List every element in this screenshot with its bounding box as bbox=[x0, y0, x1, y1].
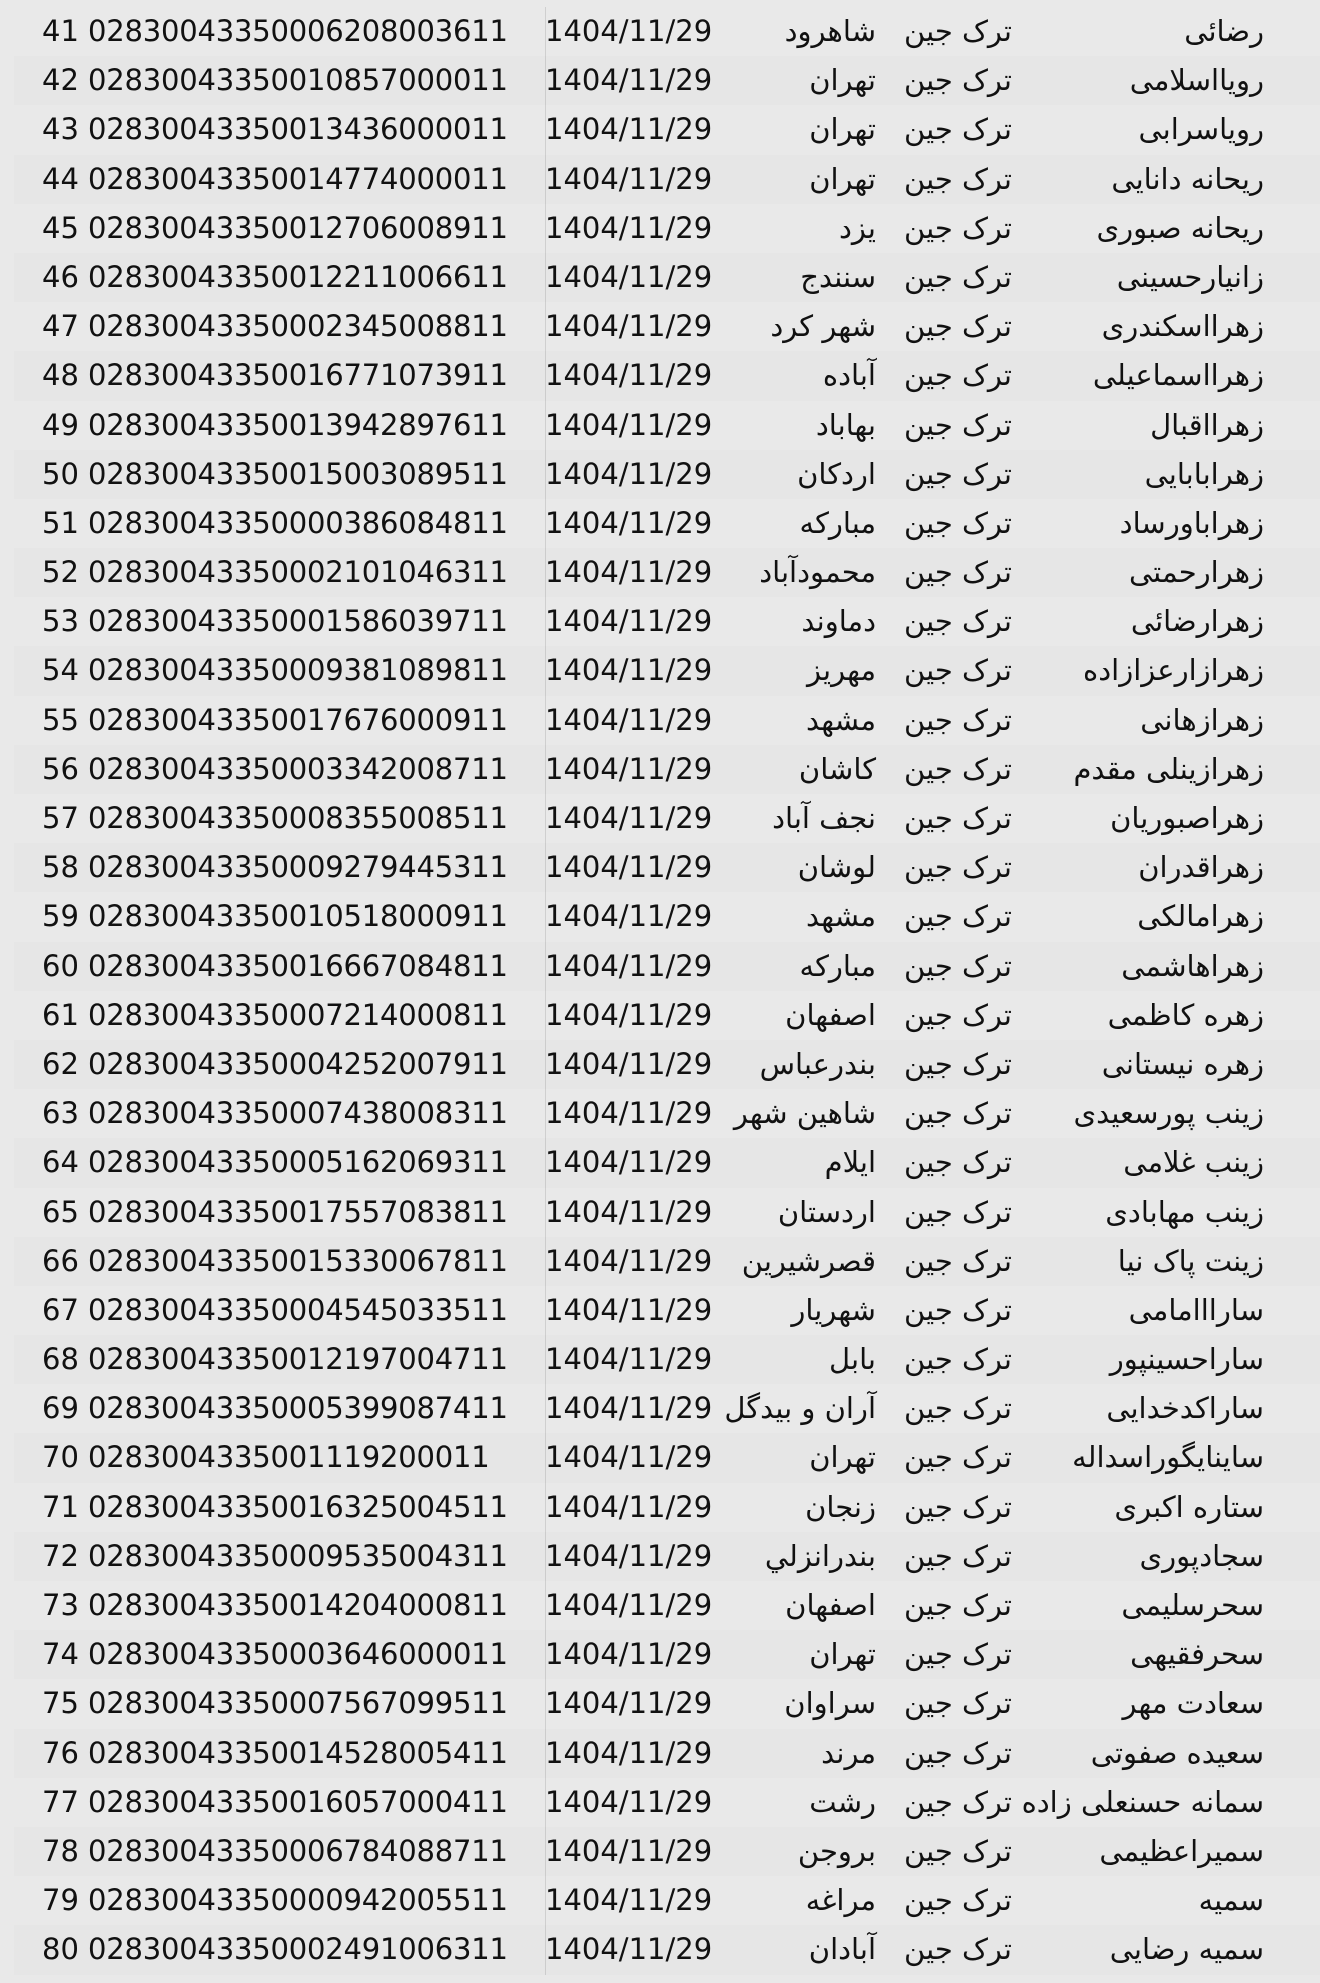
person-name: زهرازینلی مقدم bbox=[1073, 751, 1264, 786]
issue-date: 1404/11/29 bbox=[545, 1686, 713, 1721]
city-name: تهران bbox=[809, 1637, 876, 1672]
course-name: ترک جین bbox=[904, 1440, 1012, 1475]
certificate-code: 02830043350009381089811 bbox=[88, 653, 508, 688]
row-number: 47 bbox=[42, 309, 79, 344]
person-name: زهرااسکندری bbox=[1101, 309, 1264, 344]
row-number: 53 bbox=[42, 604, 79, 639]
person-name: سمیراعظیمی bbox=[1099, 1833, 1264, 1868]
course-name: ترک جین bbox=[904, 1145, 1012, 1180]
city-name: بندرانزلي bbox=[764, 1538, 876, 1573]
table-row bbox=[14, 892, 1320, 941]
city-name: قصرشیرین bbox=[741, 1243, 876, 1278]
issue-date: 1404/11/29 bbox=[545, 259, 713, 294]
issue-date: 1404/11/29 bbox=[545, 309, 713, 344]
city-name: محمودآباد bbox=[759, 555, 876, 590]
course-name: ترک جین bbox=[904, 259, 1012, 294]
issue-date: 1404/11/29 bbox=[545, 1588, 713, 1622]
issue-date: 1404/11/29 bbox=[545, 1243, 713, 1278]
table-row bbox=[14, 1581, 1320, 1630]
certificate-code: 02830043350010518000911 bbox=[88, 899, 508, 934]
course-name: ترک جین bbox=[904, 505, 1012, 540]
person-name: زهراهاشمی bbox=[1121, 948, 1264, 983]
issue-date: 1404/11/29 bbox=[545, 1637, 713, 1672]
city-name: شاهین شهر bbox=[733, 1096, 876, 1131]
course-name: ترک جین bbox=[904, 1833, 1012, 1868]
course-name: ترک جین bbox=[904, 899, 1012, 934]
city-name: آران و بیدگل bbox=[724, 1391, 876, 1426]
city-name: زنجان bbox=[805, 1489, 876, 1524]
city-name: مشهد bbox=[806, 899, 876, 934]
city-name: تهران bbox=[809, 1440, 876, 1475]
course-name: ترک جین bbox=[904, 1883, 1012, 1918]
certificate-code: 02830043350002491006311 bbox=[88, 1932, 508, 1967]
table-row bbox=[14, 1286, 1320, 1335]
table-row bbox=[14, 843, 1320, 892]
person-name: ساراحسینپور bbox=[1109, 1342, 1264, 1377]
issue-date: 1404/11/29 bbox=[545, 456, 713, 491]
city-name: مشهد bbox=[806, 702, 876, 737]
city-name: مبارکه bbox=[799, 948, 876, 983]
table-row bbox=[14, 1335, 1320, 1384]
city-name: مهریز bbox=[807, 653, 876, 688]
table-row bbox=[14, 450, 1320, 499]
course-name: ترک جین bbox=[904, 997, 1012, 1032]
issue-date: 1404/11/29 bbox=[545, 1391, 713, 1426]
issue-date: 1404/11/29 bbox=[545, 1833, 713, 1868]
issue-date: 1404/11/29 bbox=[545, 948, 713, 983]
table-row bbox=[14, 942, 1320, 991]
row-number: 69 bbox=[42, 1391, 79, 1426]
person-name: زینب غلامی bbox=[1123, 1145, 1264, 1180]
person-name: زهرابابایی bbox=[1144, 456, 1264, 491]
row-number: 77 bbox=[42, 1784, 79, 1819]
course-name: ترک جین bbox=[904, 210, 1012, 245]
row-number: 67 bbox=[42, 1292, 79, 1327]
certificate-code: 02830043350003342008711 bbox=[88, 751, 508, 786]
row-number: 44 bbox=[42, 161, 79, 196]
issue-date: 1404/11/29 bbox=[545, 161, 713, 196]
table-row bbox=[14, 253, 1320, 302]
city-name: بهاباد bbox=[815, 407, 876, 442]
person-name: زهرازهانی bbox=[1140, 702, 1264, 737]
course-name: ترک جین bbox=[904, 358, 1012, 393]
row-number: 50 bbox=[42, 456, 79, 491]
course-name: ترک جین bbox=[904, 604, 1012, 639]
course-name: ترک جین bbox=[904, 456, 1012, 491]
city-name: دماوند bbox=[801, 604, 876, 639]
issue-date: 1404/11/29 bbox=[545, 1735, 713, 1770]
person-name: زینت پاک نیا bbox=[1117, 1243, 1264, 1278]
issue-date: 1404/11/29 bbox=[545, 210, 713, 245]
issue-date: 1404/11/29 bbox=[545, 899, 713, 934]
table-row bbox=[14, 1729, 1320, 1778]
row-number: 61 bbox=[42, 997, 79, 1032]
certificate-code: 02830043350004545033511 bbox=[88, 1292, 508, 1327]
table-body bbox=[14, 7, 1320, 1975]
person-name: ساراکدخدایی bbox=[1106, 1391, 1264, 1426]
course-name: ترک جین bbox=[904, 1637, 1012, 1672]
row-number: 63 bbox=[42, 1096, 79, 1131]
row-number: 79 bbox=[42, 1883, 79, 1918]
certificate-code: 02830043350015330067811 bbox=[88, 1243, 508, 1278]
issue-date: 1404/11/29 bbox=[545, 407, 713, 442]
issue-date: 1404/11/29 bbox=[545, 702, 713, 737]
city-name: آباده bbox=[822, 358, 876, 393]
row-number: 72 bbox=[42, 1538, 79, 1573]
row-number: 52 bbox=[42, 555, 79, 590]
certificate-code: 02830043350012211006611 bbox=[88, 259, 508, 294]
certificate-code: 02830043350000386084811 bbox=[88, 505, 508, 540]
row-number: 43 bbox=[42, 112, 79, 147]
certificate-code: 02830043350009279445311 bbox=[88, 850, 508, 885]
certificate-code: 02830043350008355008511 bbox=[88, 801, 508, 835]
course-name: ترک جین bbox=[904, 1686, 1012, 1721]
person-name: سحرسلیمی bbox=[1121, 1588, 1264, 1622]
person-name: زهره نیستانی bbox=[1101, 1046, 1264, 1081]
course-name: ترک جین bbox=[904, 1243, 1012, 1278]
row-number: 54 bbox=[42, 653, 79, 688]
certificate-code: 02830043350002101046311 bbox=[88, 555, 508, 590]
table-row bbox=[14, 991, 1320, 1040]
certificate-code: 02830043350016667084811 bbox=[88, 948, 508, 983]
course-name: ترک جین bbox=[904, 309, 1012, 344]
table-row bbox=[14, 351, 1320, 400]
course-name: ترک جین bbox=[904, 14, 1012, 48]
course-name: ترک جین bbox=[904, 1489, 1012, 1524]
person-name: رضائی bbox=[1184, 14, 1264, 48]
certificate-code: 02830043350014528005411 bbox=[88, 1735, 508, 1770]
certificate-code: 02830043350010857000011 bbox=[88, 63, 508, 98]
issue-date: 1404/11/29 bbox=[545, 14, 713, 48]
issue-date: 1404/11/29 bbox=[545, 1538, 713, 1573]
issue-date: 1404/11/29 bbox=[545, 505, 713, 540]
city-name: سنندج bbox=[800, 259, 876, 294]
certificate-code: 02830043350009535004311 bbox=[88, 1538, 508, 1573]
person-name: زهرارحمتی bbox=[1129, 555, 1264, 590]
table-row bbox=[14, 696, 1320, 745]
certificate-code: 02830043350013436000011 bbox=[88, 112, 508, 147]
issue-date: 1404/11/29 bbox=[545, 1784, 713, 1819]
issue-date: 1404/11/29 bbox=[545, 850, 713, 885]
issue-date: 1404/11/29 bbox=[545, 1096, 713, 1131]
certificate-code: 02830043350016771073911 bbox=[88, 358, 508, 393]
table-row bbox=[14, 1040, 1320, 1089]
course-name: ترک جین bbox=[904, 112, 1012, 147]
person-name: سعادت مهر bbox=[1122, 1686, 1264, 1721]
row-number: 42 bbox=[42, 63, 79, 98]
certificate-code: 02830043350017557083811 bbox=[88, 1194, 508, 1229]
row-number: 62 bbox=[42, 1046, 79, 1081]
row-number: 78 bbox=[42, 1833, 79, 1868]
city-name: سراوان bbox=[784, 1686, 876, 1721]
table-row bbox=[14, 745, 1320, 794]
course-name: ترک جین bbox=[904, 1292, 1012, 1327]
certificate-code: 02830043350005399087411 bbox=[88, 1391, 508, 1426]
row-number: 75 bbox=[42, 1686, 79, 1721]
course-name: ترک جین bbox=[904, 161, 1012, 196]
person-name: رویااسلامی bbox=[1129, 63, 1264, 98]
person-name: ریحانه صبوری bbox=[1096, 210, 1264, 245]
row-number: 70 bbox=[42, 1440, 79, 1475]
issue-date: 1404/11/29 bbox=[545, 1342, 713, 1377]
row-number: 48 bbox=[42, 358, 79, 393]
person-name: سمیه bbox=[1198, 1883, 1264, 1918]
city-name: تهران bbox=[809, 161, 876, 196]
issue-date: 1404/11/29 bbox=[545, 358, 713, 393]
issue-date: 1404/11/29 bbox=[545, 1145, 713, 1180]
certificate-code: 02830043350007438008311 bbox=[88, 1096, 508, 1131]
course-name: ترک جین bbox=[904, 1538, 1012, 1573]
table-row bbox=[14, 1188, 1320, 1237]
city-name: اردکان bbox=[797, 456, 876, 491]
issue-date: 1404/11/29 bbox=[545, 112, 713, 147]
course-name: ترک جین bbox=[904, 63, 1012, 98]
table-row bbox=[14, 499, 1320, 548]
row-number: 45 bbox=[42, 210, 79, 245]
certificate-table bbox=[14, 7, 1320, 1975]
row-number: 46 bbox=[42, 259, 79, 294]
issue-date: 1404/11/29 bbox=[545, 1046, 713, 1081]
city-name: شهر کرد bbox=[770, 309, 876, 344]
certificate-code: 02830043350016325004511 bbox=[88, 1489, 508, 1524]
table-row bbox=[14, 1138, 1320, 1187]
table-row bbox=[14, 597, 1320, 646]
certificate-code: 02830043350000942005511 bbox=[88, 1883, 508, 1918]
row-number: 60 bbox=[42, 948, 79, 983]
table-row bbox=[14, 1876, 1320, 1925]
certificate-code: 02830043350007214000811 bbox=[88, 997, 508, 1032]
row-number: 73 bbox=[42, 1588, 79, 1622]
person-name: سمانه حسنعلی زاده bbox=[1021, 1784, 1264, 1819]
person-name: زینب پورسعیدی bbox=[1073, 1096, 1264, 1131]
table-row bbox=[14, 1433, 1320, 1482]
person-name: زهرازارعزازاده bbox=[1083, 653, 1264, 688]
issue-date: 1404/11/29 bbox=[545, 1194, 713, 1229]
row-number: 57 bbox=[42, 801, 79, 835]
course-name: ترک جین bbox=[904, 801, 1012, 835]
city-name: بابل bbox=[829, 1342, 876, 1377]
city-name: شاهرود bbox=[784, 14, 876, 48]
certificate-code: 02830043350004252007911 bbox=[88, 1046, 508, 1081]
course-name: ترک جین bbox=[904, 653, 1012, 688]
city-name: اصفهان bbox=[785, 1588, 876, 1622]
issue-date: 1404/11/29 bbox=[545, 555, 713, 590]
course-name: ترک جین bbox=[904, 1391, 1012, 1426]
city-name: اردستان bbox=[777, 1194, 876, 1229]
issue-date: 1404/11/29 bbox=[545, 801, 713, 835]
table-row bbox=[14, 1679, 1320, 1728]
certificate-code: 02830043350017676000911 bbox=[88, 702, 508, 737]
course-name: ترک جین bbox=[904, 850, 1012, 885]
table-row bbox=[14, 302, 1320, 351]
issue-date: 1404/11/29 bbox=[545, 653, 713, 688]
issue-date: 1404/11/29 bbox=[545, 1489, 713, 1524]
table-row bbox=[14, 1630, 1320, 1679]
certificate-code: 02830043350015003089511 bbox=[88, 456, 508, 491]
row-number: 76 bbox=[42, 1735, 79, 1770]
city-name: اصفهان bbox=[785, 997, 876, 1032]
table-row bbox=[14, 1778, 1320, 1827]
table-row bbox=[14, 401, 1320, 450]
course-name: ترک جین bbox=[904, 1932, 1012, 1967]
person-name: زهرارضائی bbox=[1130, 604, 1264, 639]
person-name: سمیه رضایی bbox=[1109, 1932, 1264, 1967]
table-row bbox=[14, 646, 1320, 695]
table-row bbox=[14, 7, 1320, 56]
table-row bbox=[14, 548, 1320, 597]
table-row bbox=[14, 1089, 1320, 1138]
person-name: زینب مهابادی bbox=[1105, 1194, 1264, 1229]
person-name: سحرفقیهی bbox=[1130, 1637, 1264, 1672]
city-name: یزد bbox=[839, 210, 876, 245]
course-name: ترک جین bbox=[904, 1342, 1012, 1377]
person-name: زهرامالکی bbox=[1137, 899, 1264, 934]
certificate-code: 0283004335001119200011 bbox=[88, 1440, 490, 1475]
table-row bbox=[14, 1827, 1320, 1876]
row-number: 51 bbox=[42, 505, 79, 540]
person-name: سارااامامی bbox=[1128, 1292, 1264, 1327]
certificate-code: 02830043350012706008911 bbox=[88, 210, 508, 245]
certificate-code: 02830043350007567099511 bbox=[88, 1686, 508, 1721]
city-name: لوشان bbox=[797, 850, 876, 885]
course-name: ترک جین bbox=[904, 702, 1012, 737]
row-number: 66 bbox=[42, 1243, 79, 1278]
city-name: تهران bbox=[809, 112, 876, 147]
row-number: 58 bbox=[42, 850, 79, 885]
city-name: مراغه bbox=[805, 1883, 876, 1918]
city-name: کاشان bbox=[798, 751, 876, 786]
certificate-code: 02830043350001586039711 bbox=[88, 604, 508, 639]
row-number: 65 bbox=[42, 1194, 79, 1229]
course-name: ترک جین bbox=[904, 751, 1012, 786]
row-number: 41 bbox=[42, 14, 79, 48]
course-name: ترک جین bbox=[904, 555, 1012, 590]
course-name: ترک جین bbox=[904, 1194, 1012, 1229]
person-name: سعیده صفوتی bbox=[1090, 1735, 1264, 1770]
table-row bbox=[14, 1483, 1320, 1532]
course-name: ترک جین bbox=[904, 1735, 1012, 1770]
row-number: 64 bbox=[42, 1145, 79, 1180]
issue-date: 1404/11/29 bbox=[545, 1440, 713, 1475]
city-name: ایلام bbox=[824, 1145, 876, 1180]
issue-date: 1404/11/29 bbox=[545, 604, 713, 639]
certificate-code: 02830043350006208003611 bbox=[88, 14, 508, 48]
person-name: زهرااسماعیلی bbox=[1092, 358, 1264, 393]
person-name: ساینایگوراسداله bbox=[1072, 1440, 1264, 1475]
row-number: 71 bbox=[42, 1489, 79, 1524]
table-row bbox=[14, 1925, 1320, 1974]
table-row bbox=[14, 155, 1320, 204]
issue-date: 1404/11/29 bbox=[545, 1883, 713, 1918]
person-name: زهره کاظمی bbox=[1107, 997, 1264, 1032]
certificate-code: 02830043350014774000011 bbox=[88, 161, 508, 196]
person-name: زهراباورساد bbox=[1119, 505, 1264, 540]
issue-date: 1404/11/29 bbox=[545, 997, 713, 1032]
certificate-code: 02830043350016057000411 bbox=[88, 1784, 508, 1819]
course-name: ترک جین bbox=[904, 1096, 1012, 1131]
course-name: ترک جین bbox=[904, 948, 1012, 983]
issue-date: 1404/11/29 bbox=[545, 1292, 713, 1327]
certificate-code: 02830043350006784088711 bbox=[88, 1833, 508, 1868]
city-name: مبارکه bbox=[799, 505, 876, 540]
table-row bbox=[14, 204, 1320, 253]
table-row bbox=[14, 1384, 1320, 1433]
person-name: زهراقدران bbox=[1138, 850, 1264, 885]
table-row bbox=[14, 105, 1320, 154]
course-name: ترک جین bbox=[904, 1046, 1012, 1081]
person-name: زهراصبوریان bbox=[1110, 801, 1264, 835]
person-name: ستاره اکبری bbox=[1114, 1489, 1264, 1524]
row-number: 68 bbox=[42, 1342, 79, 1377]
person-name: زهرااقبال bbox=[1150, 407, 1264, 442]
city-name: بندرعباس bbox=[759, 1046, 876, 1081]
certificate-code: 02830043350012197004711 bbox=[88, 1342, 508, 1377]
row-number: 55 bbox=[42, 702, 79, 737]
row-number: 80 bbox=[42, 1932, 79, 1967]
row-number: 49 bbox=[42, 407, 79, 442]
person-name: رویاسرابی bbox=[1138, 112, 1264, 147]
person-name: زانیارحسینی bbox=[1116, 259, 1264, 294]
certificate-code: 02830043350005162069311 bbox=[88, 1145, 508, 1180]
city-name: رشت bbox=[809, 1784, 876, 1819]
table-row bbox=[14, 1237, 1320, 1286]
city-name: بروجن bbox=[797, 1833, 876, 1868]
city-name: تهران bbox=[809, 63, 876, 98]
course-name: ترک جین bbox=[904, 1588, 1012, 1622]
person-name: سجادپوری bbox=[1139, 1538, 1264, 1573]
issue-date: 1404/11/29 bbox=[545, 751, 713, 786]
certificate-code: 02830043350002345008811 bbox=[88, 309, 508, 344]
row-number: 56 bbox=[42, 751, 79, 786]
certificate-code: 02830043350014204000811 bbox=[88, 1588, 508, 1622]
table-row bbox=[14, 1532, 1320, 1581]
issue-date: 1404/11/29 bbox=[545, 63, 713, 98]
table-row bbox=[14, 56, 1320, 105]
course-name: ترک جین bbox=[904, 407, 1012, 442]
person-name: ریحانه دانایی bbox=[1111, 161, 1264, 196]
city-name: مرند bbox=[821, 1735, 876, 1770]
certificate-code: 02830043350003646000011 bbox=[88, 1637, 508, 1672]
certificate-code: 02830043350013942897611 bbox=[88, 407, 508, 442]
row-number: 59 bbox=[42, 899, 79, 934]
table-row bbox=[14, 794, 1320, 843]
city-name: شهریار bbox=[791, 1292, 876, 1327]
city-name: نجف آباد bbox=[772, 801, 876, 835]
course-name: ترک جین bbox=[904, 1784, 1012, 1819]
issue-date: 1404/11/29 bbox=[545, 1932, 713, 1967]
row-number: 74 bbox=[42, 1637, 79, 1672]
city-name: آبادان bbox=[808, 1932, 876, 1967]
